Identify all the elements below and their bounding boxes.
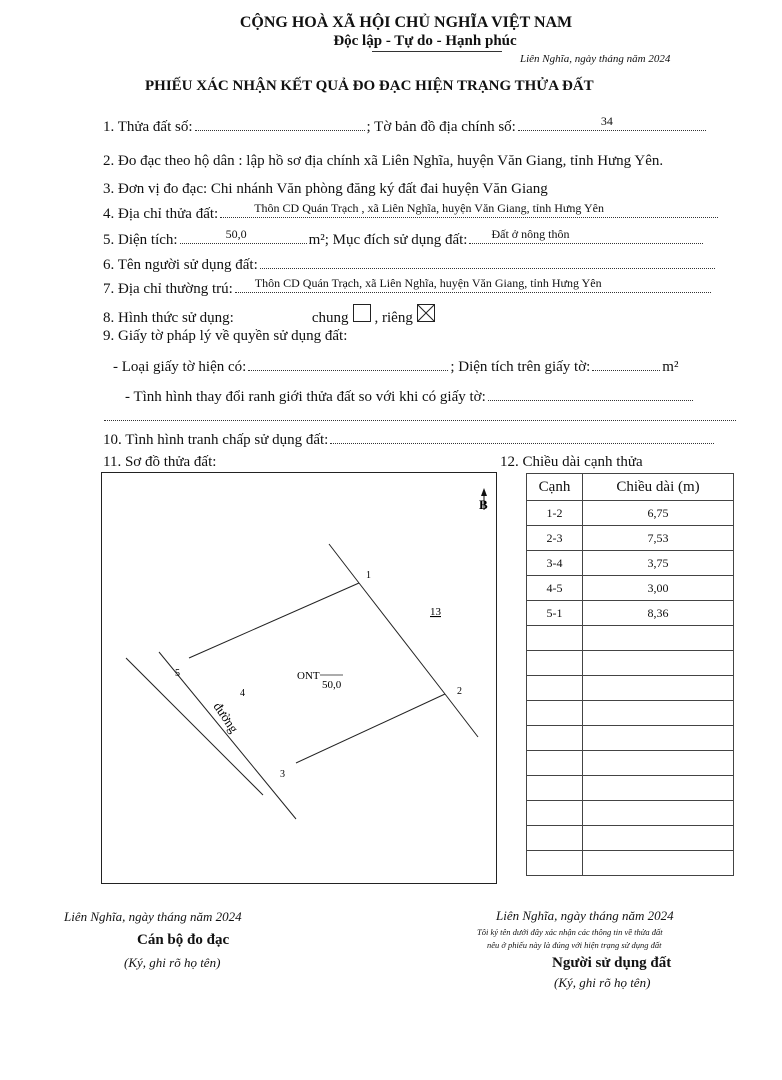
road-edge-outer bbox=[126, 658, 263, 795]
land-area-label: 50,0 bbox=[322, 679, 342, 691]
field-boundary-change bbox=[125, 388, 695, 406]
empty-row bbox=[527, 851, 734, 876]
edge-2-3 bbox=[296, 694, 445, 763]
owner-name-label: 6. Tên người sử dụng đất: bbox=[103, 257, 258, 273]
field-parcel-number bbox=[103, 114, 708, 136]
dotted-continuation-line bbox=[104, 420, 736, 421]
point-1-label: 1 bbox=[366, 570, 371, 581]
right-sign-date: Liên Nghĩa, ngày tháng năm 2024 bbox=[496, 908, 674, 923]
dispute-label: 10. Tình hình tranh chấp sử dụng đất: bbox=[103, 432, 329, 448]
edge-row bbox=[527, 601, 734, 626]
edge-id-cell: 3-4 bbox=[527, 551, 583, 576]
empty-row bbox=[527, 751, 734, 776]
map-sheet-value: 34 bbox=[600, 114, 613, 128]
empty-row bbox=[527, 676, 734, 701]
edge-row bbox=[527, 501, 734, 526]
edge-length-cell: 3,00 bbox=[583, 576, 734, 601]
area-label: 5. Diện tích: bbox=[103, 232, 178, 248]
check-x-icon bbox=[418, 305, 434, 321]
field-survey-purpose: 2. Đo đạc theo hộ dân : lập hồ sơ địa chính xã Liên Nghĩa, huyện Văn Giang, tỉnh Hưng Yên. bbox=[103, 153, 664, 169]
land-type-code: ONT bbox=[297, 670, 320, 682]
empty-cell bbox=[583, 826, 734, 851]
use-form-private-label: , riêng bbox=[374, 310, 413, 326]
empty-cell bbox=[527, 726, 583, 751]
edge-length-cell: 8,36 bbox=[583, 601, 734, 626]
empty-cell bbox=[527, 676, 583, 701]
paper-area-unit: m² bbox=[662, 359, 679, 375]
edge-row bbox=[527, 526, 734, 551]
col-length-header: Chiều dài (m) bbox=[583, 474, 734, 501]
empty-cell bbox=[583, 801, 734, 826]
empty-row bbox=[527, 626, 734, 651]
empty-cell bbox=[583, 776, 734, 801]
field-owner-name bbox=[103, 256, 717, 274]
edge-id-cell: 4-5 bbox=[527, 576, 583, 601]
point-4-label: 4 bbox=[240, 688, 245, 699]
empty-cell bbox=[583, 651, 734, 676]
owner-role: Người sử dụng đất bbox=[552, 955, 672, 971]
edge-length-table bbox=[526, 473, 734, 876]
land-use-value: Đất ở nông thôn bbox=[491, 227, 570, 241]
use-form-shared-label: chung bbox=[311, 310, 349, 326]
map-sheet-label: ; Tờ bản đồ địa chính số: bbox=[366, 119, 516, 135]
empty-cell bbox=[583, 701, 734, 726]
neighbor-parcel-number: 13 bbox=[430, 606, 441, 618]
empty-row bbox=[527, 726, 734, 751]
point-2-label: 2 bbox=[457, 686, 462, 697]
empty-cell bbox=[527, 851, 583, 876]
empty-row bbox=[527, 776, 734, 801]
owner-confirmation-line-1: Tôi ký tên dưới đây xác nhận các thông tin về thửa đất bbox=[477, 927, 663, 937]
empty-cell bbox=[527, 801, 583, 826]
empty-row bbox=[527, 701, 734, 726]
empty-cell bbox=[583, 676, 734, 701]
edge-id-cell: 5-1 bbox=[527, 601, 583, 626]
empty-cell bbox=[527, 776, 583, 801]
field-use-form bbox=[103, 304, 439, 327]
country-name: CỘNG HOÀ XÃ HỘI CHỦ NGHĨA VIỆT NAM bbox=[239, 14, 573, 31]
north-label: B bbox=[479, 497, 488, 512]
point-3-label: 3 bbox=[280, 769, 285, 780]
field-parcel-address bbox=[103, 201, 720, 223]
edge-id-cell: 1-2 bbox=[527, 501, 583, 526]
motto: Độc lập - Tự do - Hạnh phúc bbox=[333, 33, 517, 49]
document-title: PHIẾU XÁC NHẬN KẾT QUẢ ĐO ĐẠC HIỆN TRẠNG THỬA ĐẤT bbox=[145, 78, 594, 94]
edge-length-cell: 7,53 bbox=[583, 526, 734, 551]
edge-length-cell: 6,75 bbox=[583, 501, 734, 526]
edge-5-1 bbox=[189, 583, 359, 658]
field-paper-type bbox=[113, 358, 678, 376]
empty-cell bbox=[583, 851, 734, 876]
left-sign-date: Liên Nghĩa, ngày tháng năm 2024 bbox=[64, 909, 242, 924]
boundary-change-label: - Tình hình thay đổi ranh giới thửa đất so với khi có giấy tờ: bbox=[125, 389, 486, 405]
parcel-address-label: 4. Địa chỉ thửa đất: bbox=[103, 206, 219, 222]
empty-cell bbox=[583, 726, 734, 751]
parcel-address-value: Thôn CD Quán Trạch , xã Liên Nghĩa, huyện Văn Giang, tỉnh Hưng Yên bbox=[254, 201, 604, 215]
land-use-label: m²; Mục đích sử dụng đất: bbox=[308, 232, 468, 248]
empty-row bbox=[527, 801, 734, 826]
edge-length-cell: 3,75 bbox=[583, 551, 734, 576]
parcel-diagram bbox=[101, 472, 497, 884]
surveyor-role: Cán bộ đo đạc bbox=[137, 932, 230, 948]
paper-type-label: - Loại giấy tờ hiện có: bbox=[113, 359, 247, 375]
empty-cell bbox=[527, 701, 583, 726]
empty-row bbox=[527, 651, 734, 676]
motto-underline bbox=[372, 51, 502, 52]
empty-cell bbox=[527, 626, 583, 651]
edges-section-label: 12. Chiều dài cạnh thửa bbox=[500, 454, 643, 470]
header-place-date: Liên Nghĩa, ngày tháng năm 2024 bbox=[520, 53, 671, 65]
edge-row bbox=[527, 551, 734, 576]
edge-row bbox=[527, 576, 734, 601]
empty-cell bbox=[527, 651, 583, 676]
residence-value: Thôn CD Quán Trạch, xã Liên Nghĩa, huyện Văn Giang, tỉnh Hưng Yên bbox=[254, 276, 602, 290]
neighbor-boundary-bottom bbox=[445, 694, 478, 737]
residence-label: 7. Địa chỉ thường trú: bbox=[103, 281, 233, 297]
private-checkbox[interactable] bbox=[417, 304, 435, 322]
empty-cell bbox=[583, 626, 734, 651]
surveyor-sign-note: (Ký, ghi rõ họ tên) bbox=[124, 955, 221, 970]
area-value: 50,0 bbox=[225, 227, 247, 241]
owner-confirmation-line-2: nêu ở phiếu này là đúng với hiện trạng sử dụng đất bbox=[487, 940, 662, 950]
owner-sign-note: (Ký, ghi rõ họ tên) bbox=[554, 975, 651, 990]
parcel-number-label: 1. Thửa đất số: bbox=[103, 119, 193, 135]
field-survey-unit: 3. Đơn vị đo đạc: Chi nhánh Văn phòng đăng ký đất đai huyện Văn Giang bbox=[103, 181, 548, 197]
paper-area-label: ; Diện tích trên giấy tờ: bbox=[450, 359, 591, 375]
road-label: đường bbox=[210, 699, 242, 736]
diagram-section-label: 11. Sơ đồ thửa đất: bbox=[103, 454, 217, 470]
neighbor-boundary-top bbox=[329, 544, 359, 583]
edge-id-cell: 2-3 bbox=[527, 526, 583, 551]
field-legal-papers: 9. Giấy tờ pháp lý về quyền sử dụng đất: bbox=[103, 328, 348, 344]
empty-cell bbox=[527, 826, 583, 851]
empty-cell bbox=[527, 751, 583, 776]
edge-1-2 bbox=[359, 583, 445, 694]
field-residence bbox=[103, 276, 713, 298]
empty-cell bbox=[583, 751, 734, 776]
col-edge-header: Cạnh bbox=[527, 474, 583, 501]
shared-checkbox[interactable] bbox=[353, 304, 371, 322]
point-5-label: 5 bbox=[175, 668, 180, 679]
empty-row bbox=[527, 826, 734, 851]
use-form-label: 8. Hình thức sử dụng: bbox=[103, 310, 234, 326]
field-area bbox=[103, 227, 705, 249]
field-dispute bbox=[103, 431, 716, 449]
